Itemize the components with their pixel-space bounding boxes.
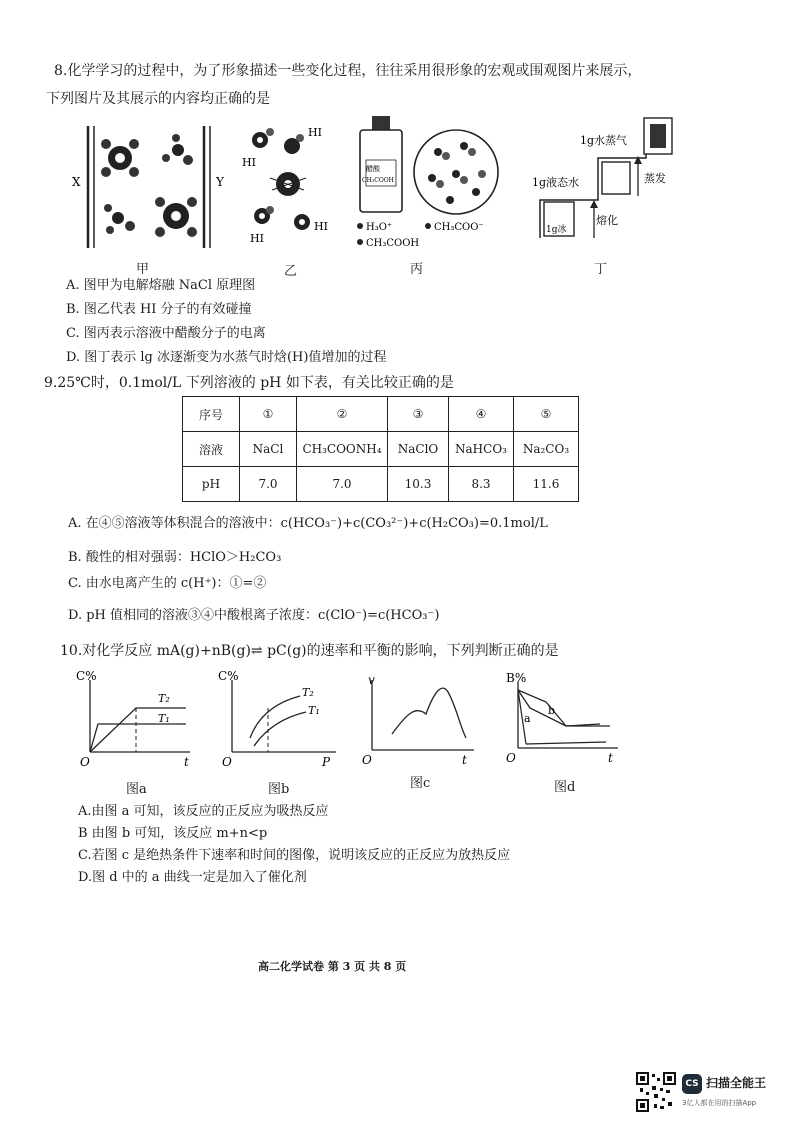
table-cell: 7.0 [240, 467, 297, 502]
table-row [183, 467, 579, 502]
fig-yi-caption: 乙 [284, 264, 298, 279]
legend-acetate: CH₃COO⁻ [434, 222, 484, 233]
graph-b-ylabel: C% [218, 669, 239, 683]
table-cell: ④ [449, 397, 514, 432]
graph-d-ylabel: B% [506, 671, 527, 685]
hi-label-1: HI [308, 126, 322, 139]
graph-b-xlabel: P [322, 755, 331, 768]
q9-stem: 9.25℃时，0.1mol/L 下列溶液的 pH 如下表，有关比较正确的是 [44, 375, 454, 391]
fig-bing [352, 112, 502, 248]
graph-d-caption: 图d [554, 780, 576, 795]
table-cell: 溶液 [183, 432, 240, 467]
cs-logo: CS [682, 1074, 702, 1094]
liquid-label: 1g液态水 [532, 176, 580, 189]
graph-d-origin: O [506, 751, 516, 764]
q8-option-a: A. 图甲为电解熔融 NaCl 原理图 [66, 278, 256, 293]
q10-option-b: B 由图 b 可知，该反应 m+n<p [78, 826, 268, 841]
hi-label-4: HI [314, 220, 328, 233]
table-cell: ② [297, 397, 388, 432]
q8-option-c: C. 图丙表示溶液中醋酸分子的电离 [66, 326, 266, 341]
table-cell: 序号 [183, 397, 240, 432]
fig-jia [70, 118, 230, 278]
table-row [183, 397, 579, 432]
y-electrode-label: Y [216, 175, 224, 189]
graph-d-series-a: a [524, 712, 531, 725]
graph-c [362, 672, 480, 768]
table-cell: 10.3 [388, 467, 449, 502]
bottle-label-2: CH₃COOH [362, 177, 394, 184]
table-cell: ③ [388, 397, 449, 432]
graph-a-series-1: T₂ [158, 692, 170, 705]
q8-stem-line2: 下列图片及其展示的内容均正确的是 [46, 91, 270, 107]
graph-b-origin: O [222, 755, 232, 768]
graph-b-series-1: T₂ [302, 686, 314, 699]
graph-c-origin: O [362, 753, 372, 767]
melt-label: 熔化 [596, 214, 618, 227]
table-cell: NaHCO₃ [449, 432, 514, 467]
ion-cluster [101, 134, 197, 237]
table-cell: 7.0 [297, 467, 388, 502]
bottle-label-1: 醋酸 [366, 165, 380, 173]
q9-option-b: B. 酸性的相对强弱：HClO＞H₂CO₃ [68, 550, 282, 565]
graph-d-xlabel: t [608, 751, 613, 764]
ice-label: 1g冰 [546, 225, 567, 235]
graph-a-xlabel: t [184, 755, 189, 768]
q9-option-d: D. pH 值相同的溶液③④中酸根离子浓度：c(ClO⁻)=c(HCO₃⁻) [68, 608, 440, 623]
table-cell: pH [183, 467, 240, 502]
fig-yi [240, 118, 350, 253]
graph-d [506, 668, 624, 764]
graph-d-series-b: b [548, 704, 556, 717]
hi-label-2: HI [242, 156, 256, 169]
graph-c-ylabel: v [368, 673, 375, 687]
graph-a [76, 668, 196, 768]
scanner-title: 扫描全能王 [706, 1076, 767, 1090]
ph-table [182, 396, 579, 502]
q9-option-a: A. 在④⑤溶液等体积混合的溶液中：c(HCO₃⁻)+c(CO₃²⁻)+c(H₂CO₃)=0.1mol/L [68, 516, 548, 531]
q10-option-a: A.由图 a 可知，该反应的正反应为吸热反应 [78, 804, 329, 819]
qr-code [636, 1072, 676, 1112]
graph-a-origin: O [80, 755, 90, 768]
scanner-subtitle: 3亿人都在用的扫描App [682, 1099, 757, 1107]
table-cell: ① [240, 397, 297, 432]
hi-label-3: HI [250, 232, 264, 245]
vapor-label: 1g水蒸气 [580, 134, 628, 147]
graph-c-xlabel: t [462, 753, 467, 767]
fig-ding [528, 112, 708, 252]
q10-option-d: D.图 d 中的 a 曲线一定是加入了催化剂 [78, 870, 307, 885]
table-cell: Na₂CO₃ [514, 432, 579, 467]
graph-b [218, 668, 342, 768]
legend-acetic-acid: CH₃COOH [366, 238, 420, 248]
q8-option-d: D. 图丁表示 lg 冰逐渐变为水蒸气时焓(H)值增加的过程 [66, 350, 387, 365]
graph-b-series-2: T₁ [308, 704, 320, 717]
q9-option-c: C. 由水电离产生的 c(H⁺)：①=② [68, 576, 267, 591]
table-cell: NaCl [240, 432, 297, 467]
fig-ding-caption: 丁 [594, 262, 608, 277]
graph-a-series-2: T₁ [158, 712, 170, 725]
graph-a-ylabel: C% [76, 669, 97, 683]
table-cell: NaClO [388, 432, 449, 467]
table-cell: CH₃COONH₄ [297, 432, 388, 467]
graph-b-caption: 图b [268, 782, 290, 797]
table-cell: 8.3 [449, 467, 514, 502]
table-cell: 11.6 [514, 467, 579, 502]
fig-bing-caption: 丙 [410, 262, 424, 277]
fig-jia-caption: 甲 [136, 262, 150, 277]
table-cell: ⑤ [514, 397, 579, 432]
q8-option-b: B. 图乙代表 HI 分子的有效碰撞 [66, 302, 252, 317]
legend-h3o: H₃O⁺ [366, 222, 393, 233]
q10-stem: 10.对化学反应 mA(g)+nB(g)⇌ pC(g)的速率和平衡的影响，下列判断正确的是 [60, 643, 559, 659]
page-footer: 高二化学试卷 第 3 页 共 8 页 [258, 960, 407, 973]
graph-c-caption: 图c [410, 776, 431, 791]
evaporate-label: 蒸发 [644, 172, 666, 185]
graph-a-caption: 图a [126, 782, 147, 797]
table-row [183, 432, 579, 467]
q8-stem-line1: 8.化学学习的过程中，为了形象描述一些变化过程，往往采用很形象的宏观或围观图片来展示， [54, 63, 642, 79]
q10-option-c: C.若图 c 是绝热条件下速率和时间的图像，说明该反应的正反应为放热反应 [78, 848, 511, 863]
x-electrode-label: X [72, 175, 81, 189]
